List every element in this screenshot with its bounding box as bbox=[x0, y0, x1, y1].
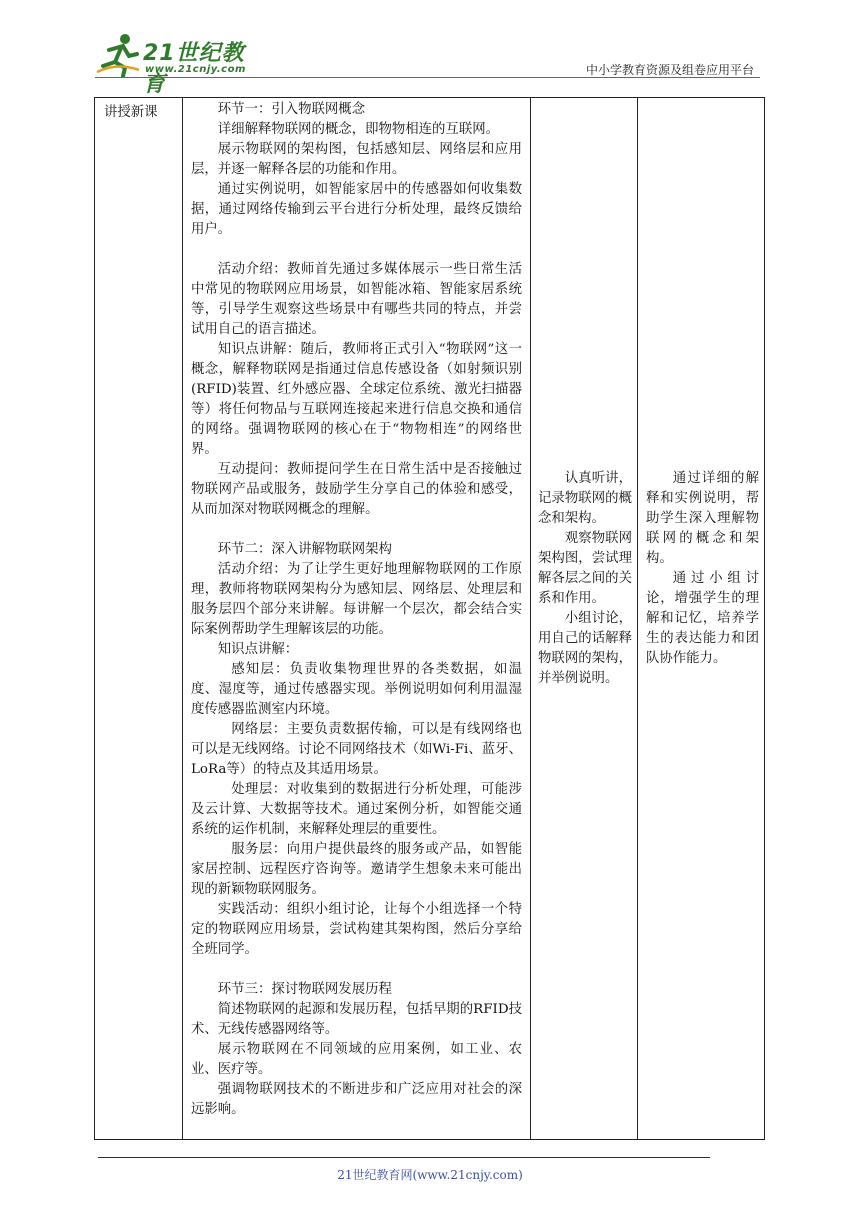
content-paragraph: 处理层：对收集到的数据进行分析处理，可能涉及云计算、大数据等技术。通过案例分析，如智能交通系统的运作机制，来解释处理层的重要性。 bbox=[191, 782, 522, 837]
student-activity-paragraph: 观察物联网架构图，尝试理解各层之间的关系和作用。 bbox=[538, 531, 632, 606]
logo-text: 21世纪教育 bbox=[143, 41, 245, 97]
row-label: 讲授新课 bbox=[104, 105, 158, 120]
paragraph-spacer bbox=[191, 960, 522, 980]
content-paragraph: 展示物联网在不同领域的应用案例，如工业、农业、医疗等。 bbox=[191, 1042, 522, 1077]
content-paragraph: 活动介绍：为了让学生更好地理解物联网的工作原理，教师将物联网架构分为感知层、网络层、处理层和服务层四个部分来讲解。每讲解一个层次，都会结合实际案例帮助学生理解该层的功能。 bbox=[191, 562, 522, 637]
content-paragraph: 互动提问：教师提问学生在日常生活中是否接触过物联网产品或服务，鼓励学生分享自己的体验和感受，从而加深对物联网概念的理解。 bbox=[191, 462, 522, 517]
section-heading: 环节一：引入物联网概念 bbox=[217, 102, 366, 117]
header-divider bbox=[95, 77, 760, 78]
lesson-table bbox=[94, 97, 765, 1140]
paragraph-spacer bbox=[191, 240, 522, 260]
section-heading: 环节三：探讨物联网发展历程 bbox=[217, 982, 392, 997]
content-paragraph: 实践活动：组织小组讨论，让每个小组选择一个特定的物联网应用场景，尝试构建其架构图，然后分享给全班同学。 bbox=[191, 902, 522, 957]
runner-logo-icon bbox=[95, 32, 139, 78]
content-paragraph: 通过实例说明，如智能家居中的传感器如何收集数据，通过网络传输到云平台进行分析处理，最终反馈给用户。 bbox=[191, 182, 522, 237]
student-activity-paragraph: 认真听讲，记录物联网的概念和架构。 bbox=[538, 471, 632, 526]
page-header bbox=[95, 30, 760, 97]
content-paragraph: 服务层：向用户提供最终的服务或产品，如智能家居控制、远程医疗咨询等。邀请学生想象未来可能出现的新颖物联网服务。 bbox=[191, 842, 522, 897]
design-intent-paragraph: 通过小组讨论，增强学生的理解和记忆，培养学生的表达能力和团队协作能力。 bbox=[646, 571, 759, 666]
footer-divider bbox=[98, 1157, 710, 1158]
site-logo[interactable] bbox=[95, 32, 265, 97]
row-label-cell bbox=[95, 98, 182, 1139]
design-intent-paragraph: 通过详细的解释和实例说明，帮助学生深入理解物联网的概念和架构。 bbox=[646, 471, 759, 566]
teaching-content-cell bbox=[183, 98, 531, 1139]
paragraph-spacer bbox=[191, 520, 522, 540]
content-paragraph: 展示物联网的架构图，包括感知层、网络层和应用层，并逐一解释各层的功能和作用。 bbox=[191, 142, 522, 177]
student-activity-cell bbox=[531, 98, 638, 1139]
content-paragraph: 简述物联网的起源和发展历程，包括早期的RFID技术、无线传感器网络等。 bbox=[191, 1002, 522, 1037]
content-paragraph: 活动介绍：教师首先通过多媒体展示一些日常生活中常见的物联网应用场景，如智能冰箱、智能家居系统等，引导学生观察这些场景中有哪些共同的特点，并尝试用自己的语言描述。 bbox=[191, 262, 522, 337]
design-intent-cell bbox=[638, 98, 764, 1139]
footer-text[interactable]: 21世纪教育网(www.21cnjy.com) bbox=[337, 1168, 523, 1182]
logo-url: www.21cnjy.com bbox=[145, 64, 246, 75]
content-paragraph: 详细解释物联网的概念，即物物相连的互联网。 bbox=[217, 122, 499, 137]
content-paragraph: 感知层：负责收集物理世界的各类数据，如温度、湿度等，通过传感器实现。举例说明如何利用温湿度传感器监测室内环境。 bbox=[191, 662, 522, 717]
student-activity-paragraph: 小组讨论，用自己的话解释物联网的架构，并举例说明。 bbox=[538, 611, 632, 686]
platform-name: 中小学教育资源及组卷应用平台 bbox=[585, 63, 754, 77]
content-paragraph: 强调物联网技术的不断进步和广泛应用对社会的深远影响。 bbox=[191, 1082, 522, 1117]
section-heading: 环节二：深入讲解物联网架构 bbox=[217, 542, 392, 557]
content-paragraph: 知识点讲解：随后，教师将正式引入“物联网”这一概念，解释物联网是指通过信息传感设备（如射频识别(RFID)装置、红外感应器、全球定位系统、激光扫描器等）将任何物品与互联网连接起来进行信息交换和通信的网络。强调物联网的核心在于“物物相连”的网络世界。 bbox=[191, 342, 522, 457]
content-paragraph: 知识点讲解： bbox=[217, 642, 299, 657]
content-paragraph: 网络层：主要负责数据传输，可以是有线网络也可以是无线网络。讨论不同网络技术（如Wi-Fi、蓝牙、LoRa等）的特点及其适用场景。 bbox=[191, 722, 522, 777]
